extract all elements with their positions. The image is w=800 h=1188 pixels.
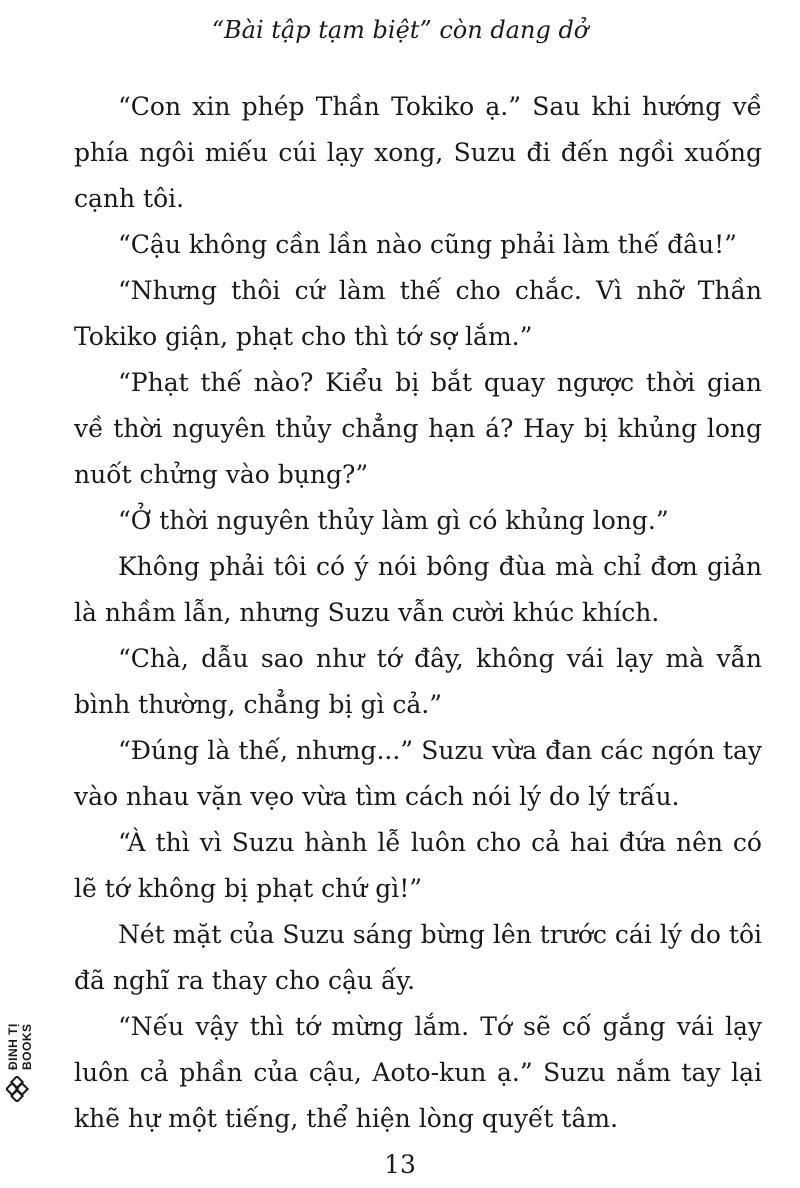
publisher-mark (4, 980, 34, 1110)
paragraph: Nét mặt của Suzu sáng bừng lên trước cái lý do tôi đã nghĩ ra thay cho cậu ấy. (74, 920, 762, 995)
paragraph: “Nhưng thôi cứ làm thế cho chắc. Vì nhỡ Thần Tokiko giận, phạt cho thì tớ sợ lắm.” (74, 276, 762, 351)
page-number: 13 (384, 1150, 416, 1179)
paragraph: “Phạt thế nào? Kiểu bị bắt quay ngược thời gian về thời nguyên thủy chẳng hạn á? Hay bị khủng long nuốt chửng vào bụng?” (74, 368, 762, 489)
publisher-logo-icon (6, 1076, 32, 1102)
paragraph: “Con xin phép Thần Tokiko ạ.” Sau khi hướng về phía ngôi miếu cúi lạy xong, Suzu đi đến ngồi xuống cạnh tôi. (74, 92, 762, 213)
running-header: “Bài tập tạm biệt” còn dang dở (211, 16, 589, 44)
paragraph: Không phải tôi có ý nói bông đùa mà chỉ đơn giản là nhầm lẫn, nhưng Suzu vẫn cười khúc khích. (74, 552, 762, 627)
paragraph: “Đúng là thế, nhưng...” Suzu vừa đan các ngón tay vào nhau vặn vẹo vừa tìm cách nói lý do lý trấu. (74, 736, 762, 811)
paragraph: “Ở thời nguyên thủy làm gì có khủng long.” (118, 506, 669, 535)
paragraph: “Nếu vậy thì tớ mừng lắm. Tớ sẽ cố gắng vái lạy luôn cả phần của cậu, Aoto-kun ạ.” Suzu nắm tay lại khẽ hự một tiếng, thể hiện lòng quyết tâm. (74, 1012, 762, 1133)
publisher-name: ĐINH TỊ BOOKS (6, 1023, 34, 1070)
paragraph: “Cậu không cần lần nào cũng phải làm thế đâu!” (118, 230, 737, 259)
body-text (74, 84, 762, 1142)
paragraph: “À thì vì Suzu hành lễ luôn cho cả hai đứa nên có lẽ tớ không bị phạt chứ gì!” (74, 828, 762, 903)
paragraph: “Chà, dẫu sao như tớ đây, không vái lạy mà vẫn bình thường, chẳng bị gì cả.” (74, 644, 762, 719)
